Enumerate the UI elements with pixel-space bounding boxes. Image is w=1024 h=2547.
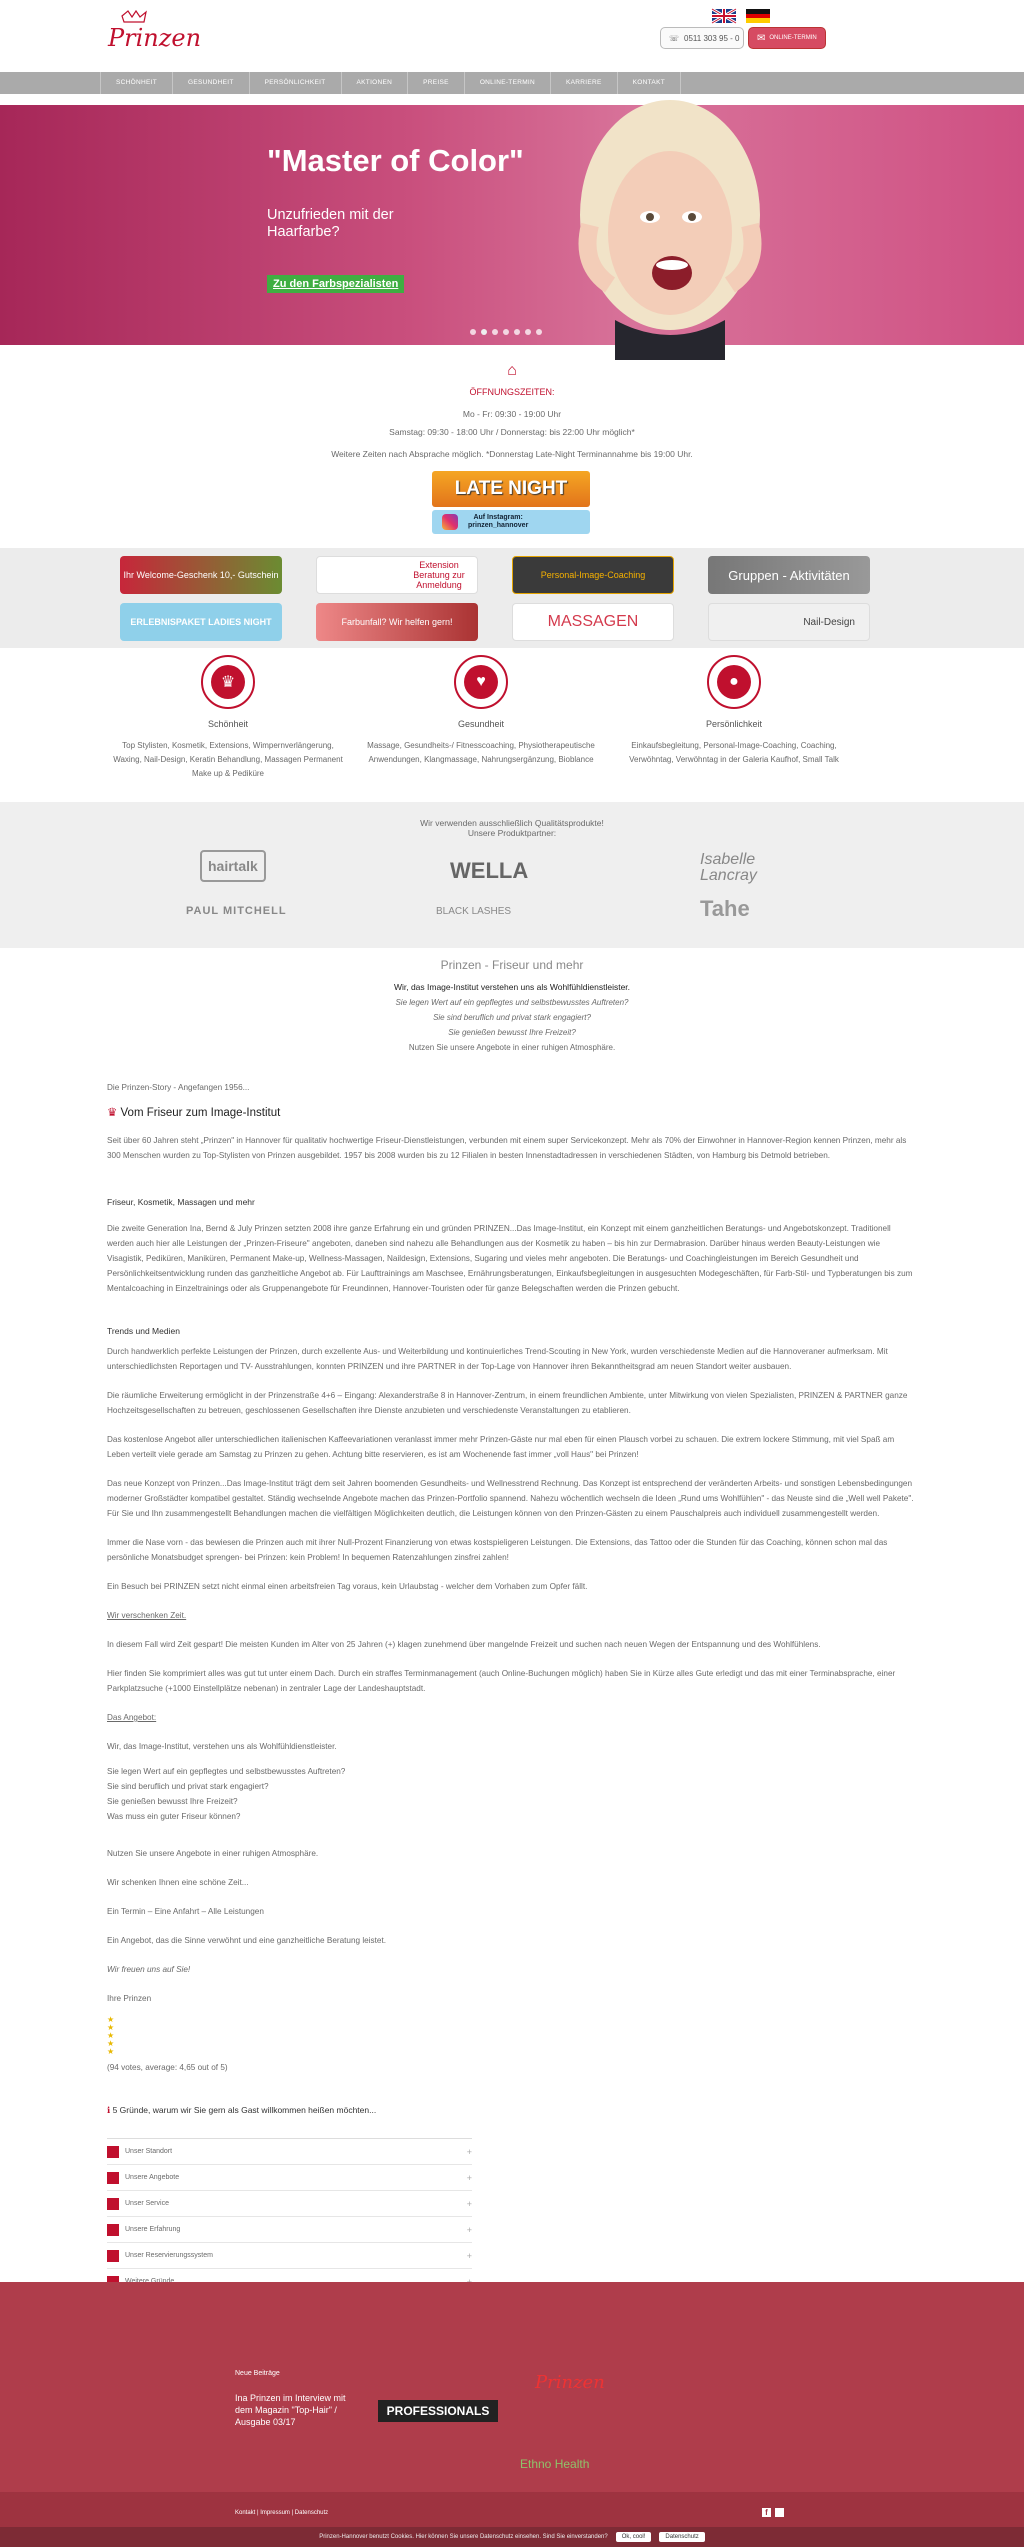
footer-bottom: Kontakt | Impressum | Datenschutz f <box>0 2492 1024 2547</box>
home-icon: ⌂ <box>507 362 517 379</box>
cookie-bar: Prinzen-Hannover benutzt Cookies. Hier können Sie unsere Datenschutz einsehen. Sind Sie einverstanden? Ok, cool! Datenschutz <box>0 2527 1024 2547</box>
black-lashes-logo[interactable]: BLACK LASHES <box>436 906 512 917</box>
star-icon: ★ <box>107 2031 115 2040</box>
star-icon <box>107 2224 119 2236</box>
slider-dot[interactable] <box>514 329 520 335</box>
slider-dot[interactable] <box>492 329 498 335</box>
heart-icon <box>107 2198 119 2210</box>
plus-icon: + <box>466 2172 472 2183</box>
tile-extension-beratung[interactable]: Extension Beratung zur Anmeldung <box>316 556 478 594</box>
accordion-item[interactable]: Unser Service + <box>107 2191 472 2217</box>
nav-item-persoenlichkeit[interactable]: PERSÖNLICHKEIT <box>249 72 341 94</box>
nav-item-karriere[interactable]: KARRIERE <box>550 72 617 94</box>
svg-text:Prinzen: Prinzen <box>108 24 202 52</box>
pillar-persoenlichkeit[interactable]: ● Persönlichkeit Einkaufsbegleitung, Personal-Image-Coaching, Coaching, Verwöhntag, Verwöhntag in der Galeria Kaufhof, Small Talk <box>614 655 854 767</box>
slider-dot[interactable] <box>481 329 487 335</box>
info-icon: ℹ <box>107 2105 113 2115</box>
person-icon: ● <box>717 665 751 699</box>
isabelle-lancray-logo[interactable]: Isabelle Lancray <box>700 851 757 884</box>
slider-dot[interactable] <box>503 329 509 335</box>
slider-dot[interactable] <box>470 329 476 335</box>
privacy-button[interactable]: Datenschutz <box>659 2532 704 2542</box>
page-title: Prinzen - Friseur und mehr <box>440 958 584 972</box>
opening-hours-title: ÖFFNUNGSZEITEN: <box>469 387 555 397</box>
plus-icon: + <box>466 2146 472 2157</box>
star-icon: ★ <box>107 2023 115 2032</box>
nav-item-preise[interactable]: PREISE <box>407 72 464 94</box>
header <box>0 0 1024 72</box>
section-heading: ♛ Vom Friseur zum Image-Institut <box>107 1107 281 1119</box>
slider-dot[interactable] <box>525 329 531 335</box>
hairtalk-logo[interactable]: hairtalk <box>200 850 266 882</box>
slider-dots <box>470 329 542 335</box>
footer-prinzen-logo[interactable]: Prinzen <box>535 2372 605 2393</box>
nav-item-schoenheit[interactable]: SCHÖNHEIT <box>100 72 172 94</box>
reasons-accordion <box>107 2138 472 2295</box>
prinzen-logo[interactable] <box>106 10 202 58</box>
tile-personal-image-coaching[interactable]: Personal-Image-Coaching <box>512 556 674 594</box>
tile-farbunfall[interactable]: Farbunfall? Wir helfen gern! <box>316 603 478 641</box>
accordion-item[interactable]: Unser Standort + <box>107 2139 472 2165</box>
hero-slider[interactable] <box>0 105 1024 345</box>
crown-icon: ♛ <box>211 665 245 699</box>
mail-icon: ✉ <box>757 32 766 44</box>
footer-news-link[interactable]: Ina Prinzen im Interview mit dem Magazin "Top-Hair" / Ausgabe 03/17 <box>235 2393 346 2427</box>
ethno-health-logo[interactable]: Ethno Health <box>520 2457 590 2471</box>
star-icon: ★ <box>107 2047 115 2056</box>
plus-icon: + <box>466 2224 472 2235</box>
phone-button[interactable]: ☏ 0511 303 95 - 0 <box>660 27 744 49</box>
heart-icon: ♥ <box>464 665 498 699</box>
instagram-icon <box>442 514 458 530</box>
opening-hours: ⌂ ÖFFNUNGSZEITEN: Mo - Fr: 09:30 - 19:00 Uhr Samstag: 09:30 - 18:00 Uhr / Donnerstag: bis 22:00 Uhr möglich* Weitere Zeiten nach Absprache möglich. *Donnerstag Late-Night Terminannahme bis 19:00 Uhr. <box>0 362 1024 459</box>
crown-icon: ♛ <box>107 1107 121 1119</box>
slider-dot[interactable] <box>536 329 542 335</box>
location-icon <box>107 2146 119 2158</box>
star-icon: ★ <box>107 2015 115 2024</box>
offer-tiles <box>0 548 1024 648</box>
germany-flag-icon[interactable] <box>746 9 770 23</box>
plus-icon: + <box>466 2198 472 2209</box>
footer: Neue Beiträge Ina Prinzen im Interview mit dem Magazin "Top-Hair" / Ausgabe 03/17 PROFESSIONALS Prinzen Ethno Health <box>0 2282 1024 2492</box>
tile-nail-design[interactable]: Nail-Design <box>708 603 870 641</box>
paul-mitchell-logo[interactable]: PAUL MITCHELL <box>186 905 287 917</box>
facebook-icon[interactable]: f <box>762 2508 771 2517</box>
nav-item-kontakt[interactable]: KONTAKT <box>617 72 681 94</box>
hero-subtitle: Unzufrieden mit der Haarfarbe? <box>267 207 394 240</box>
instagram-icon[interactable] <box>775 2508 784 2517</box>
hero-woman-image <box>520 105 820 345</box>
accordion-item[interactable]: Unsere Angebote + <box>107 2165 472 2191</box>
nav-item-gesundheit[interactable]: GESUNDHEIT <box>172 72 249 94</box>
hero-title: "Master of Color" <box>267 143 524 178</box>
tile-welcome-gift[interactable]: Ihr Welcome-Geschenk 10,- Gutschein <box>120 556 282 594</box>
uk-flag-icon[interactable] <box>712 9 736 23</box>
nav-item-aktionen[interactable]: AKTIONEN <box>341 72 408 94</box>
online-termin-button[interactable]: ✉ ONLINE-TERMIN <box>748 27 826 49</box>
tahe-logo[interactable]: Tahe <box>700 896 750 921</box>
main-nav <box>0 72 1024 94</box>
pillar-gesundheit[interactable]: ♥ Gesundheit Massage, Gesundheits-/ Fitnesscoaching, Physiotherapeutische Anwendungen, Klangmassage, Nahrungsergänzung, Bioblance <box>361 655 601 767</box>
rating-stars[interactable] <box>107 2016 917 2056</box>
calendar-icon <box>107 2250 119 2262</box>
accordion-item[interactable]: Unser Reservierungssystem + <box>107 2243 472 2269</box>
pillar-schoenheit[interactable]: ♛ Schönheit Top Stylisten, Kosmetik, Extensions, Wimpernverlängerung, Waxing, Nail-Design, Keratin Behandlung, Massagen Permanent Make up & Pediküre <box>108 655 348 781</box>
accordion-item[interactable]: Unsere Erfahrung + <box>107 2217 472 2243</box>
language-flags <box>712 9 770 23</box>
cookie-accept-button[interactable]: Ok, cool! <box>616 2532 652 2542</box>
professionals-logo[interactable]: PROFESSIONALS <box>378 2400 498 2422</box>
nav-item-online-termin[interactable]: ONLINE-TERMIN <box>464 72 550 94</box>
tile-massagen[interactable]: MASSAGEN <box>512 603 674 641</box>
plus-icon: + <box>466 2250 472 2261</box>
farbspezialisten-button[interactable]: Zu den Farbspezialisten <box>267 275 404 293</box>
main-content: Prinzen - Friseur und mehr Wir, das Image-Institut verstehen uns als Wohlfühldienstleister. Sie legen Wert auf ein gepflegtes und selbstbewusstes Auftreten? Sie sind beruflich und privat stark engagiert? Sie genießen bewusst Ihre Freizeit? Nutzen Sie unsere Angebote in einer ruhigen Atmosphäre. Die Prinzen-Story - Angefangen 1956... ♛ Vom Friseur zum Image-Institut Seit über 60 Jahren steht „Prinzen" in Hannover für qualitativ hochwertige Friseur-Dienstleistungen, verbunden mit einem super Servicekonzept. Mehr als 70% der Einwohner in Hannover-Region kennen Prinzen, mehr als 300 Menschen wurden zu Top-Stylisten von Prinzen ausgebildet. 1957 bis 2008 wurden bis zu 12 Filialen in besten Innenstadtadressen in verschiedenen Städten, von Hamburg bis Detmold betrieben. Friseur, Kosmetik, Massagen und mehr Die zweite Generation Ina, Bernd & July Prinzen setzten 2008 ihre ganze Erfahrung ein und gründen PRINZEN...Das Image-Institut, ein Konzept mit einem ganzheitlichen Beratungs- und Angebotskonzept. Traditionell werden auch hier alle Leistungen der „Prinzen-Friseure" angeboten, daneben sind nahezu alle Behandlungen aus der Kosmetik zu haben – bis hin zur Dermabrasion. Darüber hinaus werden Beauty-Leistungen wie Visagistik, Pediküren, Maniküren, Permanent Make-up, Wellness-Massagen, Naildesign, Extensions, Sugaring und vieles mehr angeboten. Die Beratungs- und Coachingleistungen im Bereich Gesundheit und Persönlichkeitsentwicklung runden das ganzheitliche Angebot ab. Für Laufttrainings am Maschsee, Ernährungsberatungen, Einkaufsbegleitungen in ausgesuchten Modegeschäften, für Farb-Stil- und Typberatungen bis zum Mentalcoaching in Einzeltrainings oder als Gruppenangebote für Freundinnen, Hannover-Touristen oder für ganze Belegschaften werden die Prinzen gebucht. Trends und Medien Durch handwerklich perfekte Leistungen der Prinzen, durch exzellente Aus- und Weiterbildung und kontinuierliches Trend-Scouting in New York, wurden verschiedenste Medien auf die Hannoveraner aufmerksam. Mit unterschiedlichsten Reportagen und TV- Ausstrahlungen, konnten PRINZEN und ihre PARTNER in der Top-Lage von Hannover ihren Bekanntheitsgrad am neuen Standort weiter ausbauen. Die räumliche Erweiterung ermöglicht in der Prinzenstraße 4+6 – Eingang: Alexanderstraße 8 in Hannover-Zentrum, in einem freundlichen Ambiente, unter Mitwirkung von vielen Spezialisten, PRINZEN & PARTNER ganze Hochzeitsgesellschaften zu betreuen, geschlossenen Gesellschaften ihre Dienste anzubieten und verschiedenste Veranstaltungen zu etablieren. Das kostenlose Angebot aller unterschiedlichen italienischen Kaffeevariationen veranlasst immer mehr Prinzen-Gäste nur mal eben für einen Plausch vorbei zu schauen. Die extrem lockere Stimmung, mit viel Spaß am Leben verteilt viele gerade am Samstag zu Prinzen zu gehen. Achtung bitte reservieren, es ist am Wochenende fast immer „voll Haus" bei Prinzen! Das neue Konzept von Prinzen...Das Image-Institut trägt dem seit Jahren boomenden Gesundheits- und Wellnesstrend Rechnung. Das Konzept ist entsprechend der veränderten Arbeits- und sonstigen Lebensbedingungen moderner Großstädter kompatibel gestaltet. Ständig wechselnde Angebote machen das Prinzen-Portfolio spannend. Nahezu wöchentlich wechseln die Ideen „Rund ums Wohlfühlen" - das Neuste sind die „Well well Pakete". Für Sie und Ihn zusammengestellt Behandlungen machen die vielfältigen Möglichkeiten deutlich, die Leistungen können von den Prinzen-Gästen zu einem Pauschalpreis auch individuell zusammengestellt werden. Immer die Nase vorn - das bewiesen die Prinzen auch mit ihrer Null-Prozent Finanzierung von etwas kostspieligeren Leistungen. Die Extensions, das Tattoo oder die Stunden für das Coaching, können schon mal das persönliche Monatsbudget sprengen- bei Prinzen: kein Problem! In bequemen Ratenzahlungen zinsfrei zahlen! Ein Besuch bei PRINZEN setzt nicht einmal einen arbeitsfreien Tag voraus, kein Urlaubstag - welcher dem Vorhaben zum Opfer fällt. Wir verschenken Zeit. In diesem Fall wird Zeit gespart! Die meisten Kunden im Alter von 25 Jahren (+) klagen zunehmend über mangelnde Freizeit und suchen nach neuen Wegen der Entspannung und des Wohlfühlens. Hier finden Sie komprimiert alles was gut tut unter einem Dach. Durch ein straffes Terminmanagement (auch Online-Buchungen möglich) haben Sie in Kürze alles Gute erledigt und das mit einer Terminabsprache, einer Parkplatzsuche (+1000 Einstellplätze nebenan) in zentraler Lage der Landeshauptstadt. Das Angebot: Wir, das Image-Institut, verstehen uns als Wohlfühldienstleister. Sie legen Wert auf ein gepflegtes und selbstbewusstes Auftreten? Sie sind beruflich und privat stark engagiert? Sie genießen bewusst Ihre Freizeit? Was muss ein guter Friseur können? Nutzen Sie unsere Angebote in einer ruhigen Atmosphäre. Wir schenken Ihnen eine schöne Zeit... Ein Termin – Eine Anfahrt – Alle Leistungen Ein Angebot, das die Sinne verwöhnt und eine ganzheitliche Beratung leistet. Wir freuen uns auf Sie! Ihre Prinzen ★ ★ ★ ★ ★ (94 votes, average: 4,65 out of 5) ℹ 5 Gründe, warum wir Sie gern als Gast willkommen heißen möchten... Unser Standort + Unsere Angebote + Unser Service + Unsere Erfahrung + Unser Reservierungssystem + <box>107 958 917 2295</box>
product-partners: Wir verwenden ausschließlich Qualitätsprodukte! Unsere Produktpartner: hairtalk WELLA Isabelle Lancray PAUL MITCHELL BLACK LASHES Tahe <box>0 802 1024 948</box>
tile-ladies-night[interactable]: ERLEBNISPAKET LADIES NIGHT <box>120 603 282 641</box>
scissors-icon <box>107 2172 119 2184</box>
star-icon: ★ <box>107 2039 115 2048</box>
phone-icon: ☏ <box>669 33 680 43</box>
late-night-banner[interactable]: LATE NIGHT Auf Instagram: prinzen_hannover <box>432 471 590 535</box>
wella-logo[interactable]: WELLA <box>450 858 529 883</box>
tile-gruppen-aktivitaeten[interactable]: Gruppen - Aktivitäten <box>708 556 870 594</box>
